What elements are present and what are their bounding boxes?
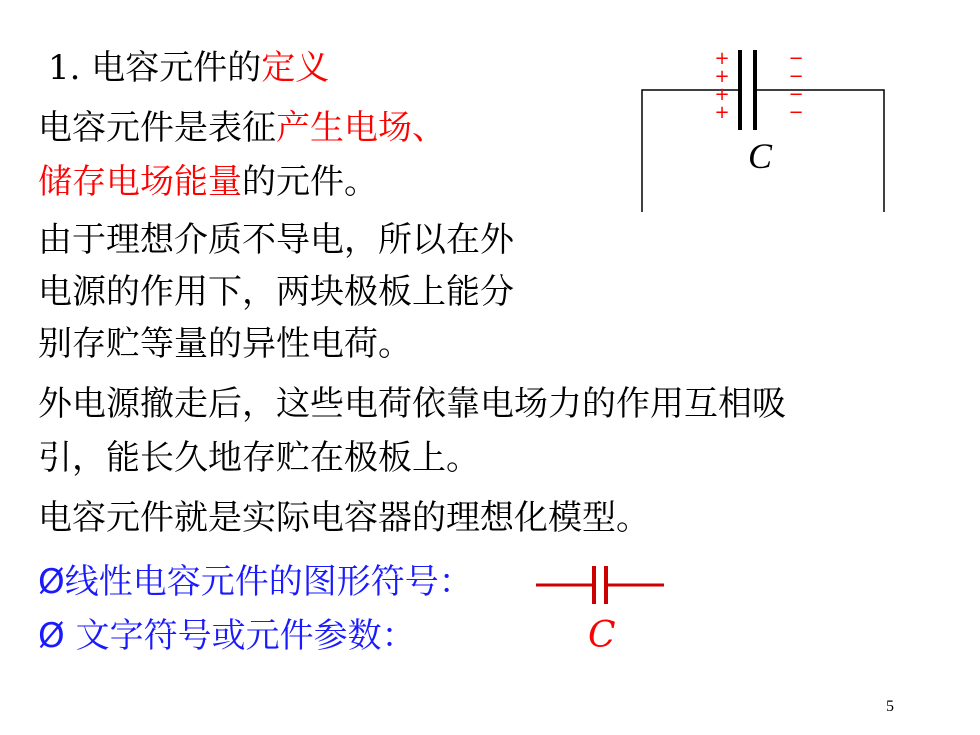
capacitor-symbol <box>536 560 666 610</box>
bullet-marker: Ø <box>38 616 65 656</box>
bullet-graphic-symbol <box>38 562 473 602</box>
storage-line-1: 外电源撤走后，这些电荷依靠电场力的作用互相吸 <box>38 384 786 424</box>
bullet-marker: Ø <box>38 562 65 602</box>
section-title <box>48 48 329 88</box>
plus-sign: + <box>714 48 730 69</box>
right-wire <box>755 90 884 212</box>
section-title-text: 电容元件的 <box>91 48 262 88</box>
capacitor-label: C <box>747 136 773 176</box>
definition-highlight: 储存电场能量 <box>38 162 242 202</box>
section-title-highlight: 定义 <box>261 48 330 88</box>
plus-sign: + <box>714 66 730 87</box>
model-statement: 电容元件就是实际电容器的理想化模型。 <box>38 498 650 538</box>
bullet-text: 线性电容元件的图形符号： <box>64 562 473 602</box>
minus-sign: − <box>788 48 804 69</box>
capacitor-parameter: C <box>588 615 616 656</box>
plus-sign: + <box>714 102 730 123</box>
storage-line-2: 引，能长久地存贮在极板上。 <box>38 438 480 478</box>
section-number: 1. <box>48 48 81 88</box>
minus-sign: − <box>788 102 804 123</box>
minus-sign: − <box>788 84 804 105</box>
definition-text: 电容元件是表征 <box>38 108 276 148</box>
definition-text: 的元件。 <box>242 162 378 202</box>
plus-sign: + <box>714 84 730 105</box>
bullet-text: 文字符号或元件参数： <box>64 616 416 656</box>
explanation-line-1: 由于理想介质不导电，所以在外 <box>38 220 514 260</box>
definition-line-1 <box>38 108 446 148</box>
minus-sign: − <box>788 66 804 87</box>
definition-highlight: 产生电场、 <box>276 108 446 148</box>
capacitor-circuit-diagram <box>600 40 900 220</box>
page-number: 5 <box>886 698 894 715</box>
explanation-line-2: 电源的作用下，两块极板上能分 <box>38 272 514 312</box>
definition-line-2 <box>38 162 378 202</box>
explanation-line-3: 别存贮等量的异性电荷。 <box>38 324 412 364</box>
bullet-text-symbol <box>38 616 416 656</box>
